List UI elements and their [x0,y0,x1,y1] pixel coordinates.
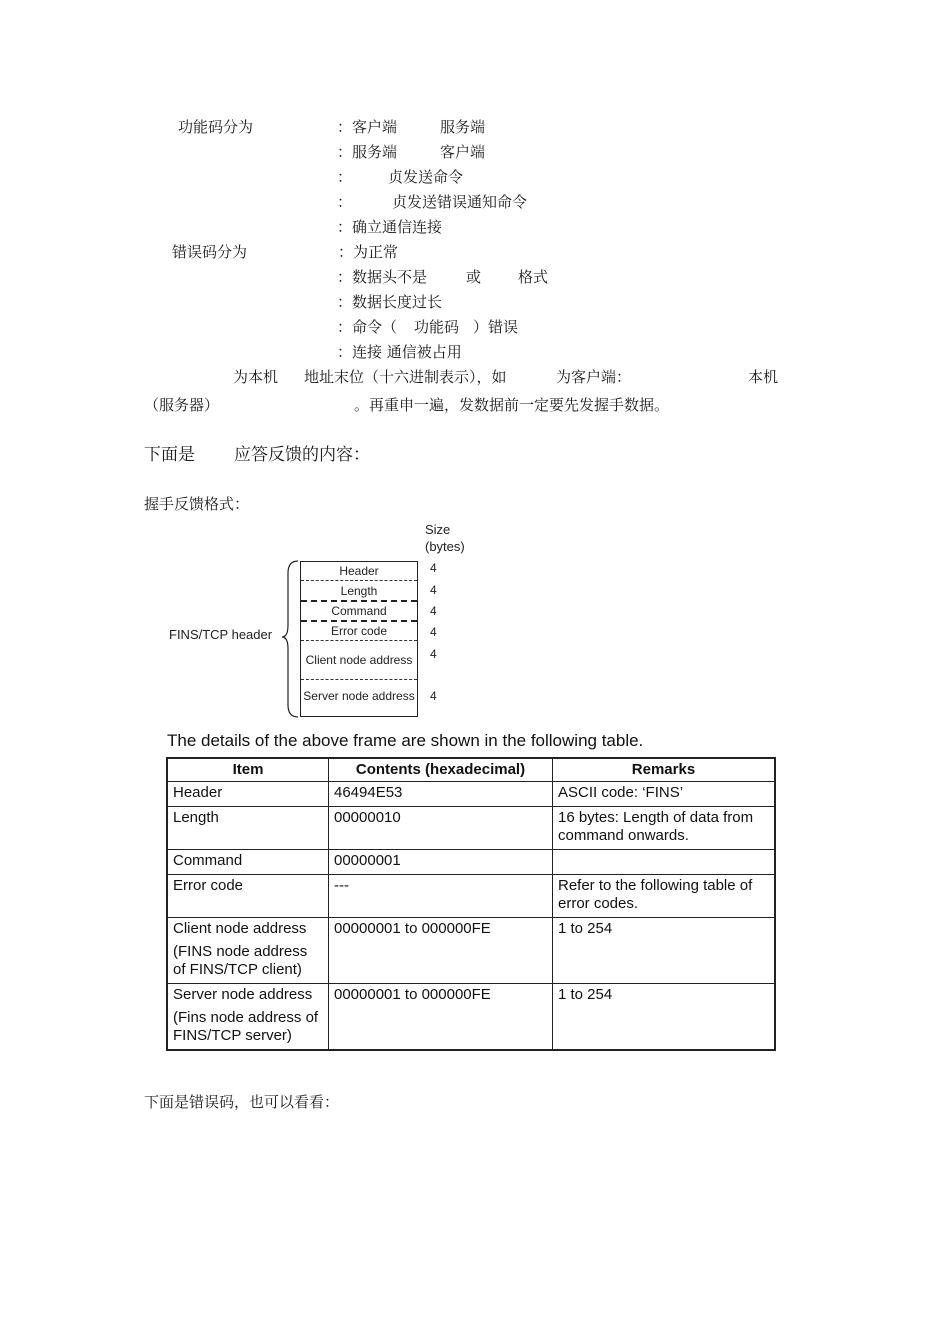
frame-size: 4 [430,604,437,618]
function-code-item-1-suffix: 服务端 [440,118,486,136]
frame-box [300,561,418,717]
error-code-item-2-prefix: ：数据头不是 [337,268,428,286]
table-caption: The details of the above frame are shown in the following table. [167,731,644,750]
remarks-cell [553,850,776,875]
function-code-item-5: ：确立通信连接 [337,218,443,236]
function-code-item-3-prefix: ： [337,168,353,186]
frame-size: 4 [430,583,437,597]
function-code-item-3 [337,166,463,187]
error-code-item-2 [337,266,548,287]
handshake-label: 握手反馈格式： [144,495,250,513]
note-part-5: （服务器） [144,396,220,414]
contents-cell: 00000001 to 000000FE [329,918,553,984]
table-row [167,984,775,1051]
note-part-3: 为客户端： [556,368,632,386]
table-row [167,850,775,875]
column-header: Remarks [553,758,776,782]
function-code-item-4-suffix: 贞发送错误通知命令 [392,193,528,211]
table-row [167,918,775,984]
section-heading-left: 下面是 [144,445,195,465]
frame-divider [301,620,417,622]
error-code-item-4-suffix: ）错误 [473,318,519,336]
table-row [167,807,775,850]
frame-field-error-code: Error code [330,624,388,638]
frame-field-command: Command [331,604,387,618]
function-codes-label: 功能码分为 [178,118,254,136]
remarks-cell: 16 bytes: Length of data from command onwards. [553,807,776,850]
remarks-cell: Refer to the following table of error codes. [553,875,776,918]
note-part-6: 。再重申一遍，发数据前一定要先发握手数据。 [354,396,670,414]
frame-field-length: Length [340,584,378,598]
frame-divider [301,600,417,602]
item-name: Command [173,852,243,869]
error-code-item-2-middle: 或 [466,268,482,286]
item-cell [167,807,329,850]
frame-size: 4 [430,561,437,575]
item-cell [167,918,329,984]
header-brace [280,559,300,719]
note-part-4: 本机 [748,368,779,386]
frame-divider [301,580,417,581]
column-header: Item [167,758,329,782]
item-name: Header [173,784,223,801]
contents-cell: 00000001 to 000000FE [329,984,553,1051]
contents-cell: --- [329,875,553,918]
group-label: FINS/TCP header [169,627,273,642]
frame-divider [301,679,417,680]
error-code-item-4-prefix: ：命令（ [337,318,398,336]
item-name: Length [173,809,219,826]
function-code-item-1 [337,116,485,137]
frame-size: 4 [430,689,437,703]
table-row [167,875,775,918]
item-name: Server node address [173,986,313,1003]
error-codes-label: 错误码分为 [172,243,248,261]
contents-cell: 00000010 [329,807,553,850]
table-header-row [167,758,775,782]
error-code-item-5: ：连接 通信被占用 [337,343,462,361]
error-code-item-1: ：为正常 [338,243,399,261]
table-row [167,782,775,807]
function-code-item-3-suffix: 贞发送命令 [388,168,464,186]
remarks-cell: ASCII code: ‘FINS’ [553,782,776,807]
frame-size: 4 [430,647,437,661]
frame-divider [301,640,417,641]
frame-field-server-node-address: Server node address [303,689,415,703]
item-cell [167,782,329,807]
size-unit-label: (bytes) [425,539,465,554]
item-name: Client node address [173,920,307,937]
footer-text: 下面是错误码，也可以看看： [144,1093,340,1111]
error-code-item-3: ：数据长度过长 [337,293,443,311]
frame-field-client-node-address: Client node address [305,653,413,667]
error-code-item-4 [337,316,518,337]
function-code-item-2 [337,141,485,162]
remarks-cell: 1 to 254 [553,984,776,1051]
error-code-item-2-suffix: 格式 [518,268,549,286]
frame-field-header: Header [339,564,379,578]
function-code-item-2-prefix: ：服务端 [337,143,398,161]
column-header: Contents (hexadecimal) [329,758,553,782]
remarks-cell: 1 to 254 [553,918,776,984]
size-label: Size [425,522,451,537]
function-code-item-4 [337,191,527,212]
contents-cell: 00000001 [329,850,553,875]
item-cell [167,984,329,1051]
item-cell [167,875,329,918]
note-part-1: 为本机 [233,368,279,386]
item-description: (FINS node address of FINS/TCP client) [173,943,308,978]
function-code-item-4-prefix: ： [337,193,353,211]
note-part-2: 地址末位（十六进制表示），如 [304,368,507,386]
function-code-item-1-prefix: ：客户端 [337,118,398,136]
fins-header-table [166,757,776,1051]
error-code-item-4-middle: 功能码 [414,318,460,336]
section-heading-right: 应答反馈的内容： [234,445,370,465]
function-code-item-2-suffix: 客户端 [440,143,486,161]
contents-cell: 46494E53 [329,782,553,807]
item-cell [167,850,329,875]
item-description: (Fins node address of FINS/TCP server) [173,1009,319,1044]
frame-size: 4 [430,625,437,639]
item-name: Error code [173,877,244,894]
